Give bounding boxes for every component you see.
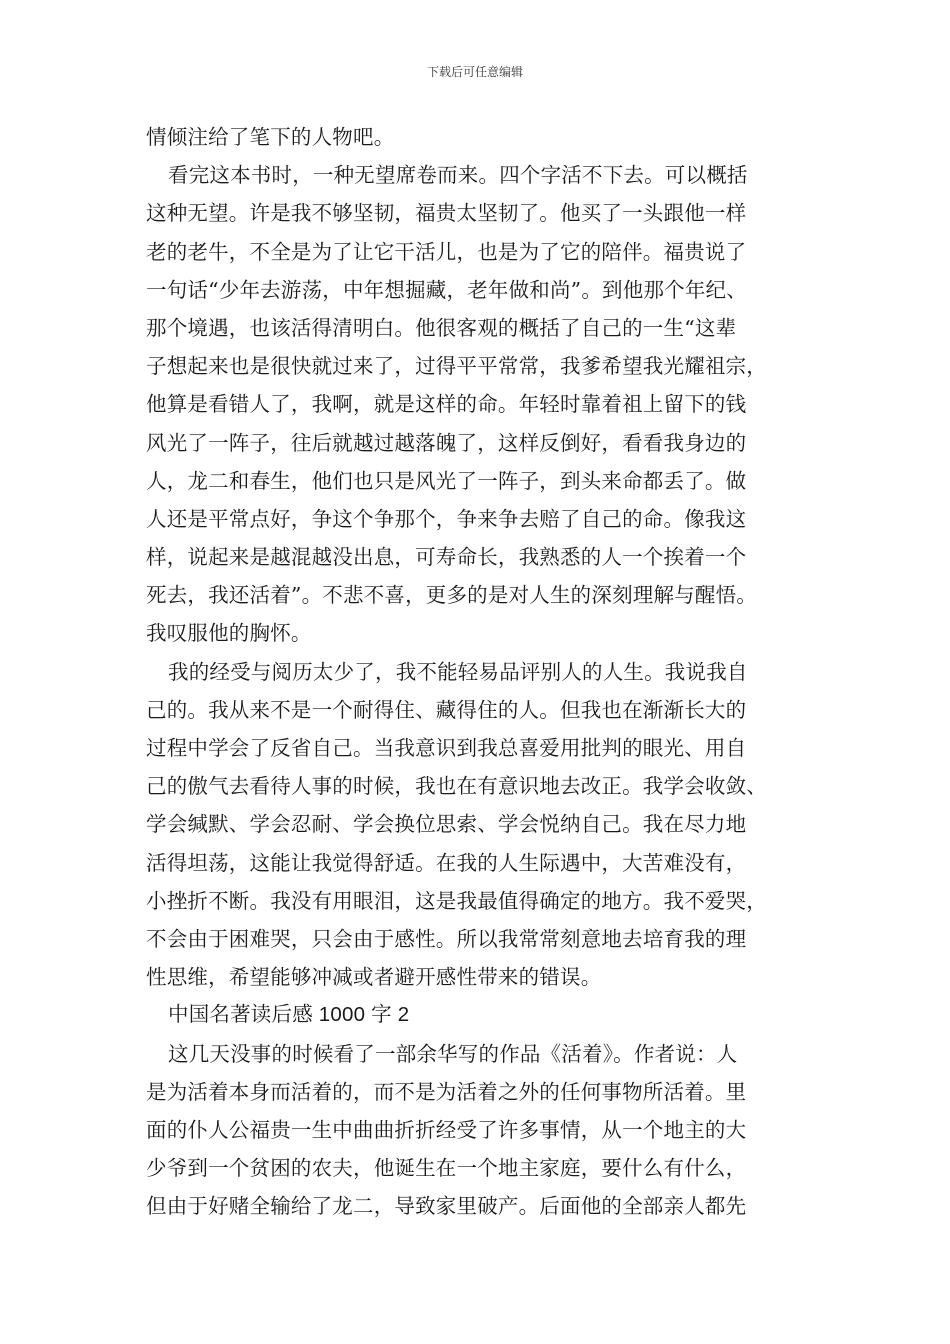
text-line: 过程中学会了反省自己。当我意识到我总喜爱用批判的眼光、用自: [146, 736, 747, 760]
text-line: 老的老牛，不全是为了让它干活儿，也是为了它的陪伴。福贵说了: [146, 239, 747, 264]
text-line: 一句话“少年去游荡，中年想掘藏，老年做和尚”。到他那个年纪、: [146, 277, 747, 302]
text-line: 风光了一阵子，往后就越过越落魄了，这样反倒好，看看我身边的: [146, 430, 747, 455]
text-line: 样，说起来是越混越没出息，可寿命长，我熟悉的人一个挨着一个: [146, 545, 747, 570]
text-line: 我叹服他的胸怀。: [146, 621, 312, 646]
text-line: 己的傲气去看待人事的时候，我也在有意识地去改正。我学会收敛、: [146, 774, 767, 799]
text-line: 人，龙二和春生，他们也只是风光了一阵子，到头来命都丢了。做: [146, 468, 747, 493]
text-line: 小挫折不断。我没有用眼泪，这是我最值得确定的地方。我不爱哭，: [146, 888, 767, 913]
text-line: 不会由于困难哭，只会由于感性。所以我常常刻意地去培育我的理: [146, 926, 747, 951]
text-line: 那个境遇，也该活得清明白。他很客观的概括了自己的一生“这辈: [146, 315, 737, 340]
text-line: 子想起来也是很快就过来了，过得平平常常，我爹希望我光耀祖宗，: [146, 354, 767, 379]
text-line: 他算是看错人了，我啊，就是这样的命。年轻时靠着祖上留下的钱: [146, 392, 747, 417]
text-line: 己的。我从来不是一个耐得住、藏得住的人。但我也在渐渐长大的: [146, 697, 747, 722]
text-line: 是为活着本身而活着的，而不是为活着之外的任何事物所活着。里: [146, 1079, 747, 1104]
text-line: 人还是平常点好，争这个争那个，争来争去赔了自己的命。像我这: [146, 506, 747, 531]
text-line: 这几天没事的时候看了一部余华写的作品《活着》。作者说：人: [168, 1041, 738, 1066]
document-body: [146, 118, 836, 1225]
text-line: 面的仆人公福贵一生中曲曲折折经受了许多事情，从一个地主的大: [146, 1117, 747, 1142]
section-heading: 中国名著读后感 1000 字 2: [168, 1003, 410, 1027]
text-line: 情倾注给了笔下的人物吧。: [146, 125, 395, 149]
page-header: 下载后可任意编辑: [426, 65, 523, 79]
text-line: 死去，我还活着”。不悲不喜，更多的是对人生的深刻理解与醒悟。: [146, 583, 757, 608]
text-line: 我的经受与阅历太少了，我不能轻易品评别人的人生。我说我自: [168, 659, 748, 684]
text-line: 活得坦荡，这能让我觉得舒适。在我的人生际遇中，大苦难没有，: [146, 850, 747, 875]
text-line: 看完这本书时，一种无望席卷而来。四个字活不下去。可以概括: [168, 163, 748, 188]
text-line: 性思维，希望能够冲减或者避开感性带来的错误。: [146, 965, 602, 990]
text-line: 少爷到一个贫困的农夫，他诞生在一个地主家庭，要什么有什么，: [146, 1156, 747, 1181]
text-line: 学会缄默、学会忍耐、学会换位思索、学会悦纳自己。我在尽力地: [146, 812, 747, 837]
text-line: 但由于好赌全输给了龙二，导致家里破产。后面他的全部亲人都先: [146, 1194, 747, 1219]
text-line: 这种无望。许是我不够坚韧，福贵太坚韧了。他买了一头跟他一样: [146, 201, 747, 226]
